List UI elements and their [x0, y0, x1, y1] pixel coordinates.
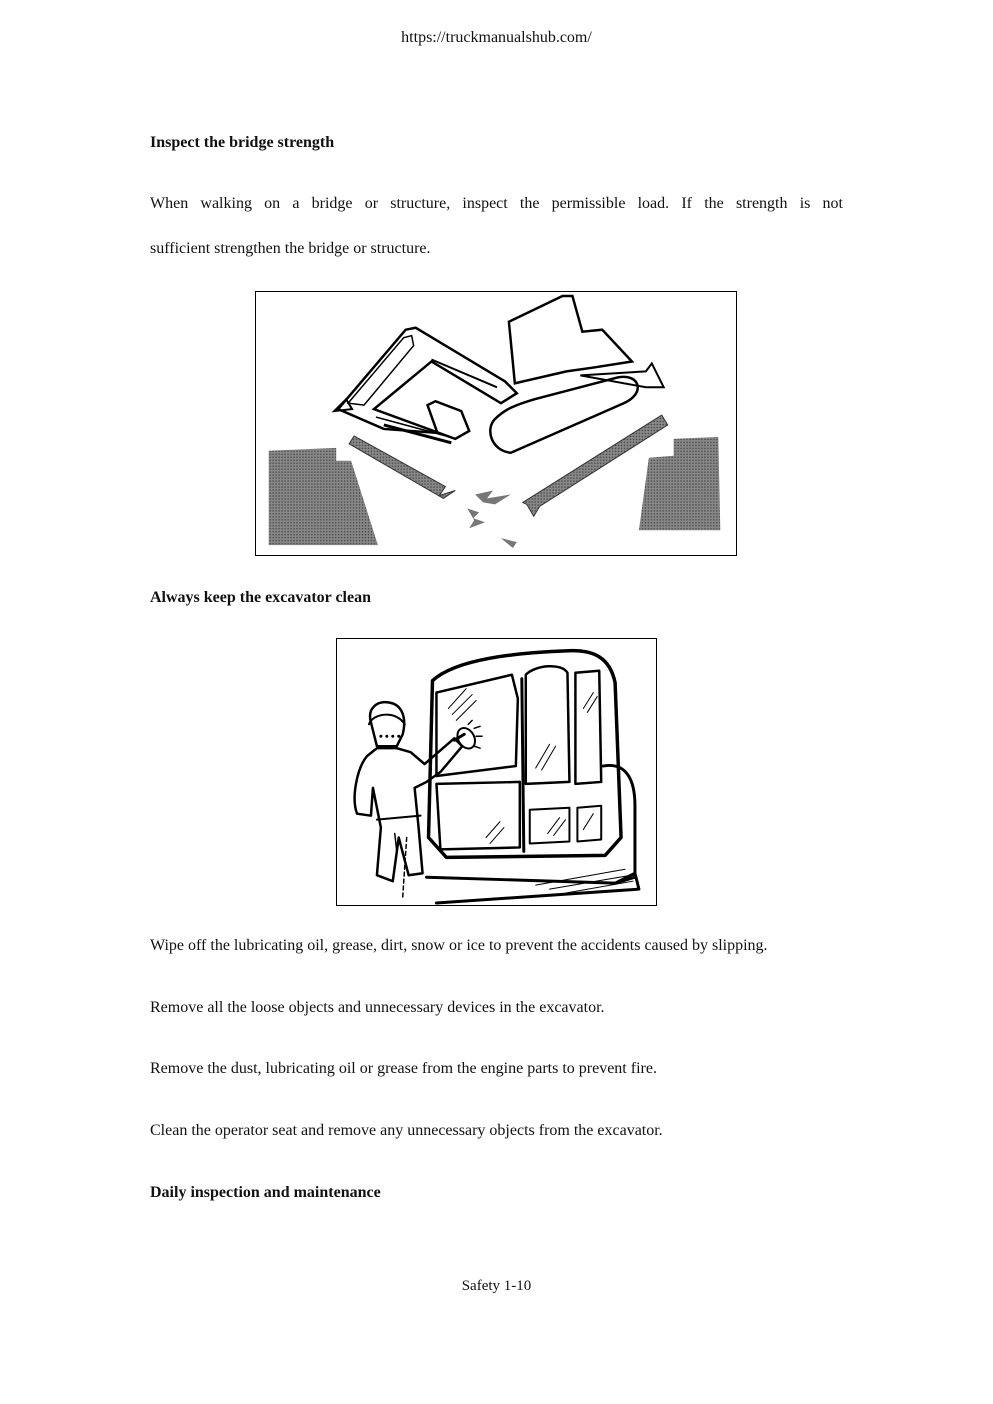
- bridge-paragraph-line-1: When walking on a bridge or structure, inspect the permissible load. If the strength is not: [150, 195, 843, 212]
- clean-item-1: Wipe off the lubricating oil, grease, dirt, snow or ice to prevent the accidents caused by slipping.: [150, 937, 768, 954]
- heading-daily-inspection: Daily inspection and maintenance: [150, 1184, 381, 1201]
- clean-item-3: Remove the dust, lubricating oil or grease from the engine parts to prevent fire.: [150, 1060, 657, 1077]
- clean-item-2: Remove all the loose objects and unnecessary devices in the excavator.: [150, 999, 605, 1016]
- source-url: https://truckmanualshub.com/: [401, 29, 592, 46]
- heading-keep-clean: Always keep the excavator clean: [150, 589, 371, 606]
- cleaning-cab-illustration: [336, 638, 657, 906]
- clean-item-4: Clean the operator seat and remove any unnecessary objects from the excavator.: [150, 1122, 663, 1139]
- page-footer: Safety 1-10: [461, 1278, 532, 1294]
- heading-bridge-strength: Inspect the bridge strength: [150, 134, 335, 151]
- bridge-paragraph-line-2: sufficient strengthen the bridge or structure.: [150, 240, 431, 257]
- collapsing-bridge-illustration: [255, 291, 737, 556]
